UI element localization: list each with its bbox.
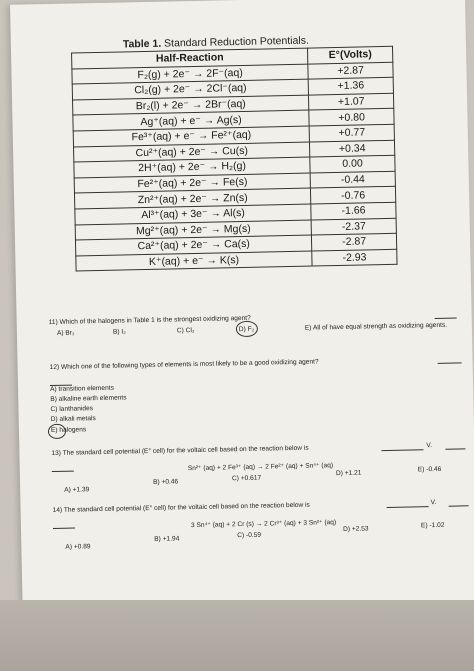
- q13-option-b: B) +0.46: [152, 478, 179, 486]
- potential-cell: -1.66: [311, 202, 396, 219]
- q14-option-e: E) -1.02: [420, 521, 445, 530]
- q11-option-d: D) F₂: [238, 325, 255, 334]
- q11-selected-circle-mark: [236, 321, 258, 337]
- q14-unit: V.: [430, 498, 437, 507]
- q14-text: 14) The standard cell potential (E° cell) for the voltaic cell based on the reaction below is: [52, 501, 310, 515]
- potential-cell: +1.36: [308, 77, 393, 94]
- q14-option-a: A) +0.89: [65, 543, 91, 551]
- q13-option-a: A) +1.39: [64, 486, 90, 494]
- potential-cell: -2.37: [311, 218, 396, 235]
- q13-option-d: D) +1.21: [335, 469, 362, 478]
- worksheet-page: [10, 0, 474, 645]
- header-half-reaction: Half-Reaction: [72, 48, 308, 69]
- q14-option-c: C) -0.59: [237, 531, 262, 540]
- q13-option-e: E) -0.46: [417, 465, 442, 474]
- potential-cell: +0.34: [310, 140, 395, 157]
- q11-option-a: A) Br₂: [56, 329, 75, 337]
- q12-option-b: B) alkaline earth elements: [50, 394, 127, 404]
- header-e-volts: E°(Volts): [308, 46, 393, 63]
- q12-answer-blank[interactable]: [438, 362, 462, 364]
- q14-blank-left[interactable]: [53, 528, 75, 529]
- table-body: [72, 62, 397, 271]
- half-reaction-cell: F₂(g) + 2e⁻ → 2F⁻(aq): [72, 64, 308, 85]
- half-reaction-cell: Al³⁺(aq) + 3e⁻ → Al(s): [75, 204, 311, 225]
- q13-blank-left[interactable]: [52, 471, 74, 472]
- potential-cell: 0.00: [310, 155, 395, 172]
- half-reaction-cell: Ca²⁺(aq) + 2e⁻ → Ca(s): [75, 235, 311, 256]
- q11-option-c: C) Cl₂: [176, 327, 195, 335]
- q14-option-b: B) +1.94: [154, 535, 180, 543]
- potential-cell: +2.87: [308, 62, 393, 79]
- potential-cell: -0.76: [311, 187, 396, 204]
- q12-option-c: C) lanthanides: [50, 405, 94, 414]
- q14-reaction: 3 Sn⁴⁺ (aq) + 2 Cr (s) → 2 Cr³⁺ (aq) + 3 Sn²⁺ (aq): [190, 519, 337, 530]
- half-reaction-cell: Fe²⁺(aq) + 2e⁻ → Fe(s): [74, 173, 310, 194]
- half-reaction-cell: Fe³⁺(aq) + e⁻ → Fe²⁺(aq): [73, 126, 309, 147]
- table-surface: [0, 600, 474, 671]
- q11-text: 11) Which of the halogens in Table 1 is the strongest oxidizing agent?: [48, 314, 251, 327]
- q13-unit: V.: [426, 442, 433, 450]
- q12-option-e: E) halogens: [50, 426, 87, 435]
- half-reaction-cell: Ag⁺(aq) + e⁻ → Ag(s): [73, 110, 309, 131]
- reduction-potentials-table: [71, 46, 398, 272]
- q12-option-a: A) transition elements: [50, 384, 114, 394]
- q11-option-b: B) I₂: [112, 328, 126, 336]
- half-reaction-cell: Br₂(l) + 2e⁻ → 2Br⁻(aq): [73, 95, 309, 116]
- q13-answer-blank[interactable]: [381, 449, 423, 451]
- q11-answer-blank[interactable]: [435, 318, 457, 319]
- q13-option-c: C) +0.617: [231, 474, 262, 483]
- q13-reaction: Sn²⁺ (aq) + 2 Fe³⁺ (aq) → 2 Fe²⁺ (aq) + Sn⁴⁺ (aq): [187, 462, 334, 473]
- potential-cell: -2.87: [312, 233, 397, 250]
- half-reaction-cell: Mg²⁺(aq) + 2e⁻ → Mg(s): [75, 220, 311, 241]
- table-title-text: Standard Reduction Potentials.: [161, 34, 309, 50]
- table-title-label: Table 1.: [122, 37, 162, 51]
- q13-answer-line[interactable]: [445, 448, 465, 449]
- half-reaction-cell: 2H⁺(aq) + 2e⁻ → H₂(g): [74, 157, 310, 178]
- q11-option-e: E) All of have equal strength as oxidizing agents.: [304, 321, 448, 332]
- q14-answer-line[interactable]: [449, 505, 469, 506]
- potential-cell: -2.93: [312, 249, 397, 266]
- half-reaction-cell: Cl₂(g) + 2e⁻ → 2Cl⁻(aq): [72, 79, 308, 100]
- q12-text: 12) Which one of the following types of elements is most likely to be a good oxidizing agent?: [49, 358, 319, 372]
- potential-cell: +0.77: [309, 124, 394, 141]
- potential-cell: +0.80: [309, 109, 394, 126]
- potential-cell: -0.44: [310, 171, 395, 188]
- q12-option-d: D) alkali metals: [50, 415, 96, 424]
- q12-selected-circle-mark: [48, 424, 66, 439]
- q14-option-d: D) +2.53: [343, 525, 369, 533]
- q14-answer-blank[interactable]: [387, 506, 429, 508]
- potential-cell: +1.07: [309, 93, 394, 110]
- half-reaction-cell: Cu²⁺(aq) + 2e⁻ → Cu(s): [74, 142, 310, 163]
- half-reaction-cell: Zn²⁺(aq) + 2e⁻ → Zn(s): [74, 188, 310, 209]
- q13-text: 13) The standard cell potential (E° cell) for the voltaic cell based on the reaction below is: [51, 444, 309, 458]
- half-reaction-cell: K⁺(aq) + e⁻ → K(s): [76, 251, 312, 272]
